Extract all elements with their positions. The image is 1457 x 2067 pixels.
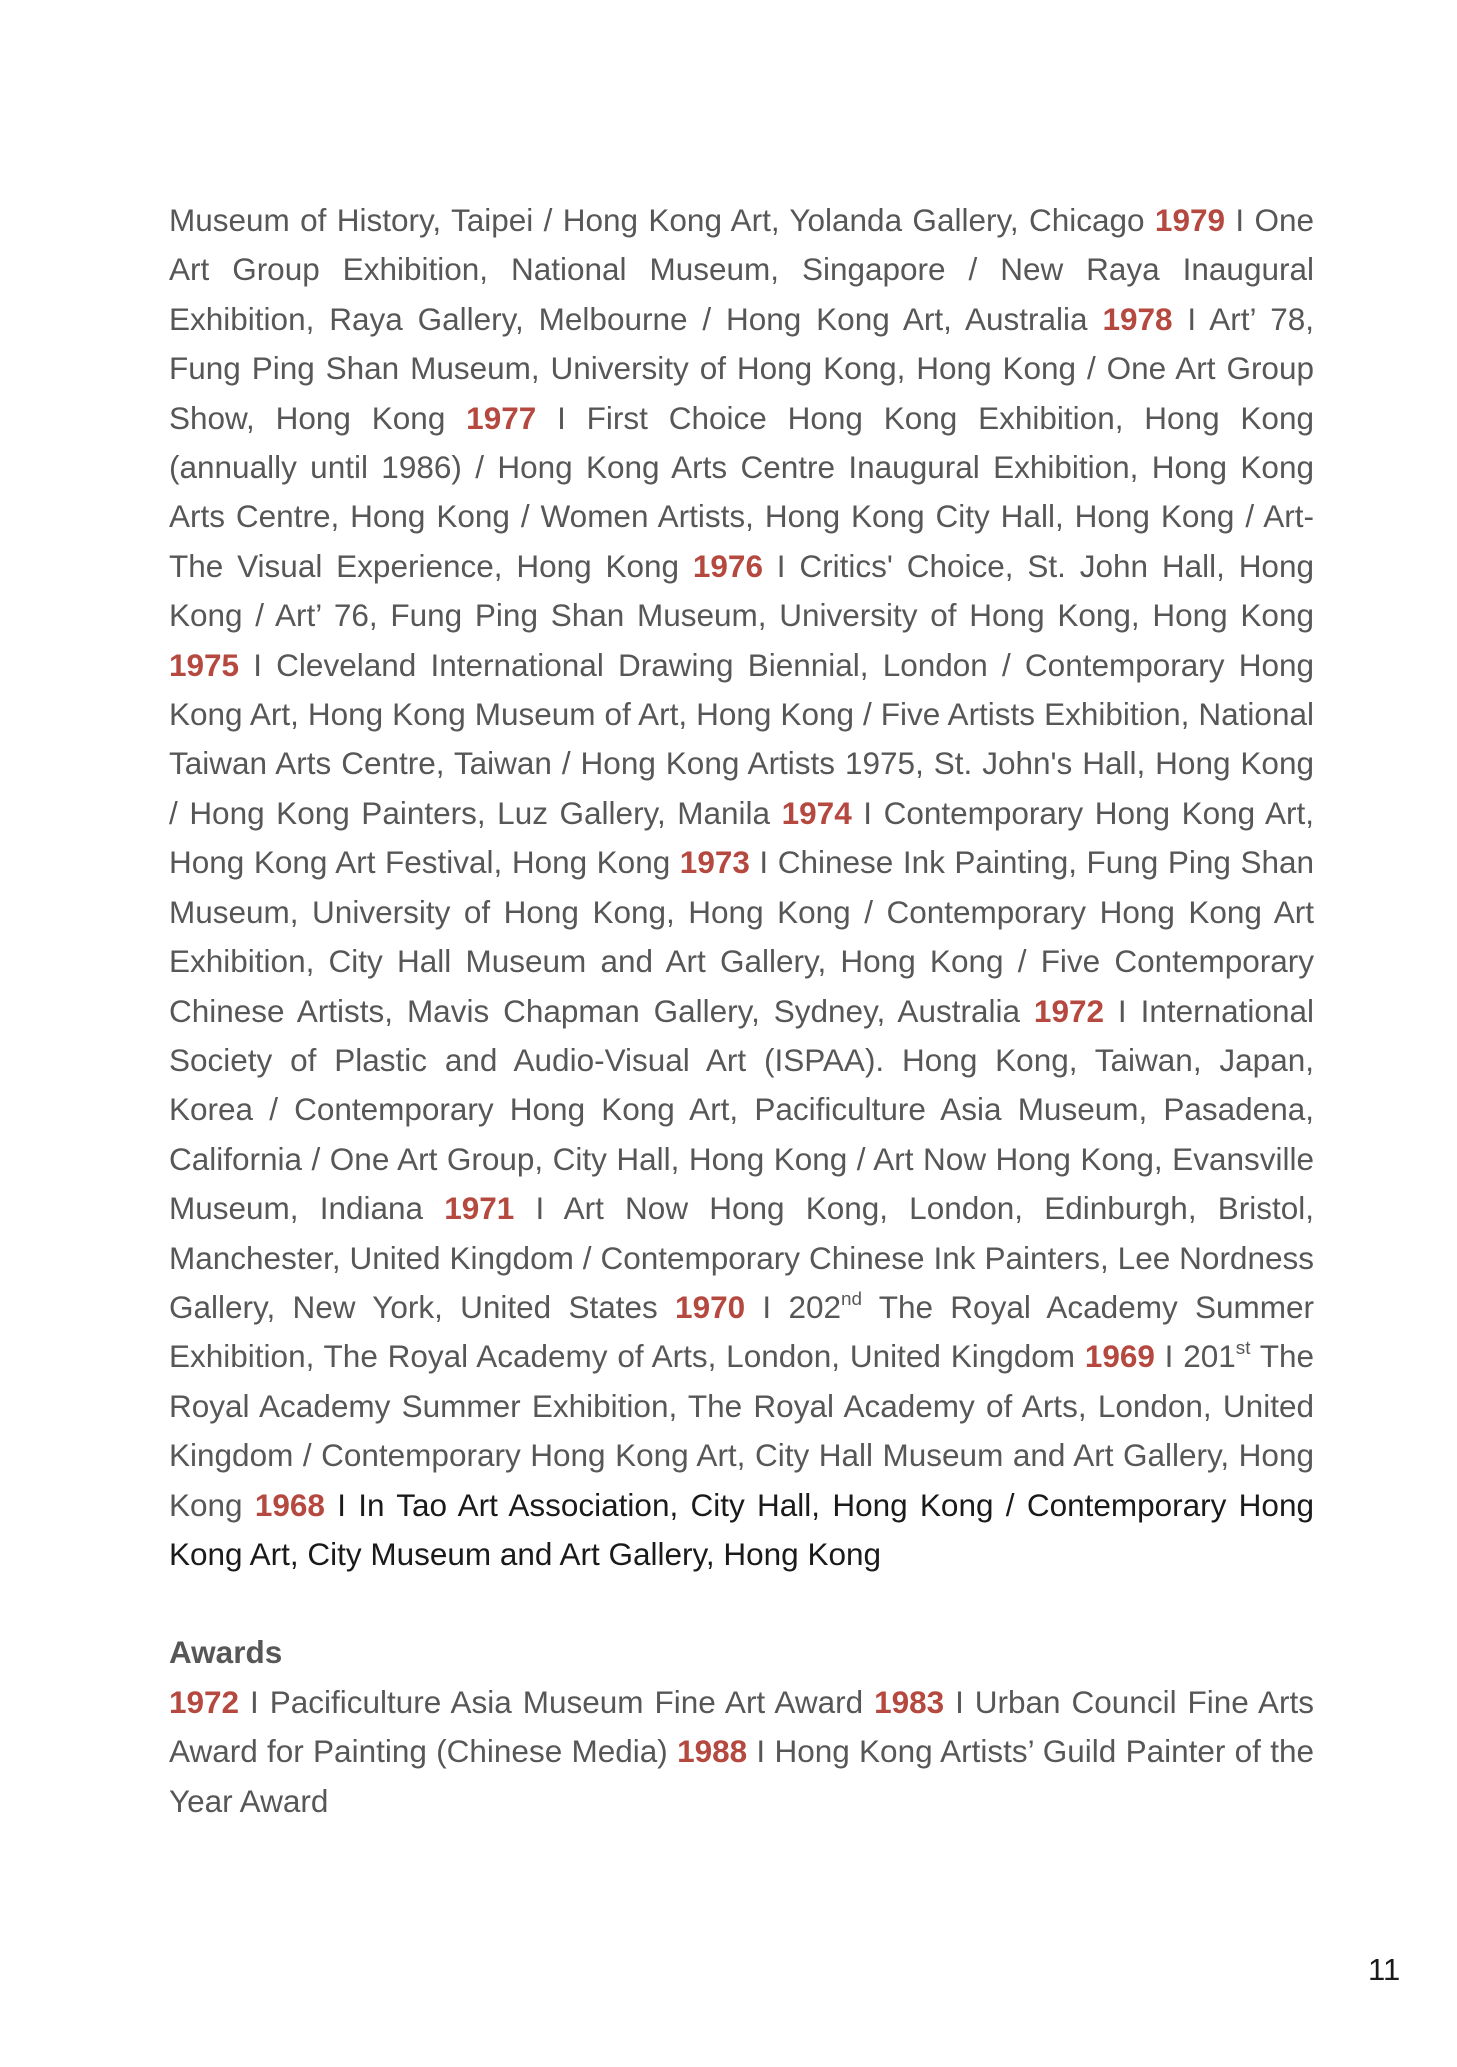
- exhibition-text: The Royal Academy Summer Exhibition, The Royal Academy of Arts, London, United Kingdom / Contemporary Hong Kong Art, City Hall Museum and Art Gallery, Hong Kong: [169, 1338, 1315, 1523]
- year-label: 1969: [1084, 1338, 1155, 1375]
- exhibition-text: I Contemporary Hong Kong Art, Hong Kong Art Festival, Hong Kong: [169, 794, 1314, 881]
- year-label: 1977: [466, 399, 537, 436]
- exhibition-text: I Art Now Hong Kong, London, Edinburgh, Bristol, Manchester, United Kingdom / Contemporary Chinese Ink Painters, Lee Nordness Gallery, New York, United States: [169, 1190, 1314, 1325]
- awards-heading: Awards: [169, 1634, 283, 1671]
- exhibition-text: I Art’ 78, Fung Ping Shan Museum, University of Hong Kong, Hong Kong / One Art Group Show, Hong Kong: [169, 300, 1315, 436]
- exhibition-text: I International Society of Plastic and Audio-Visual Art (ISPAA). Hong Kong, Taiwan, Japan, Korea / Contemporary Hong Kong Art, Pacificulture Asia Museum, Pasadena, California / One Art Group, City Hall, Hong Kong / Art Now Hong Kong, Evansville Museum, Indiana: [169, 992, 1314, 1227]
- year-label: 1970: [675, 1288, 746, 1325]
- year-label: 1976: [692, 547, 763, 584]
- exhibition-text: I First Choice Hong Kong Exhibition, Hong Kong (annually until 1986) / Hong Kong Arts Centre Inaugural Exhibition, Hong Kong Arts Centre, Hong Kong / Women Artists, Hong Kong City Hall, Hong Kong / Art-The Visual Experience, Hong Kong: [169, 399, 1314, 584]
- year-label: 1975: [169, 646, 240, 683]
- year-label: 1971: [444, 1190, 515, 1227]
- year-label: 1972: [169, 1683, 240, 1720]
- exhibition-text: I Critics' Choice, St. John Hall, Hong Kong / Art’ 76, Fung Ping Shan Museum, University of Hong Kong, Hong Kong: [169, 547, 1314, 634]
- year-label: 1972: [1033, 992, 1104, 1029]
- exhibition-text: I In Tao Art Association, City Hall, Hong Kong / Contemporary Hong Kong Art, City Museum and Art Gallery, Hong Kong: [169, 1486, 1314, 1572]
- year-label: 1988: [677, 1733, 748, 1770]
- year-label: 1974: [781, 794, 852, 831]
- exhibition-text: I One Art Group Exhibition, National Museum, Singapore / New Raya Inaugural Exhibition, Raya Gallery, Melbourne / Hong Kong Art, Australia: [169, 202, 1315, 337]
- exhibition-text: The Royal Academy Summer Exhibition, The Royal Academy of Arts, London, United Kingdom: [169, 1288, 1314, 1375]
- page-number: 11: [1368, 1952, 1401, 1987]
- award-text: I Hong Kong Artists’ Guild Painter of the Year Award: [169, 1733, 1314, 1819]
- year-label: 1983: [874, 1683, 945, 1720]
- year-label: 1968: [254, 1486, 325, 1523]
- ordinal-suffix: nd: [841, 1288, 863, 1310]
- ordinal-suffix: st: [1235, 1338, 1251, 1360]
- year-label: 1978: [1102, 300, 1173, 337]
- exhibitions-paragraph: [169, 196, 1314, 1579]
- exhibition-text: Museum of History, Taipei / Hong Kong Art, Yolanda Gallery, Chicago: [169, 202, 1155, 238]
- year-label: 1973: [679, 844, 750, 881]
- award-text: I Urban Council Fine Arts Award for Painting (Chinese Media): [169, 1683, 1314, 1770]
- exhibition-text: I Cleveland International Drawing Biennial, London / Contemporary Hong Kong Art, Hong Kong Museum of Art, Hong Kong / Five Artists Exhibition, National Taiwan Arts Centre, Taiwan / Hong Kong Artists 1975, St. John's Hall, Hong Kong / Hong Kong Painters, Luz Gallery, Manila: [169, 646, 1314, 831]
- award-text: I Pacificulture Asia Museum Fine Art Award: [239, 1683, 875, 1720]
- exhibition-text: I Chinese Ink Painting, Fung Ping Shan Museum, University of Hong Kong, Hong Kong / Contemporary Hong Kong Art Exhibition, City Hall Museum and Art Gallery, Hong Kong / Five Contemporary Chinese Artists, Mavis Chapman Gallery, Sydney, Australia: [169, 844, 1315, 1029]
- exhibition-text: I 202: [745, 1288, 842, 1325]
- awards-paragraph: [169, 1678, 1314, 1826]
- year-label: 1979: [1154, 202, 1225, 238]
- exhibition-text: I 201: [1154, 1338, 1236, 1375]
- document-body: [169, 196, 1314, 1826]
